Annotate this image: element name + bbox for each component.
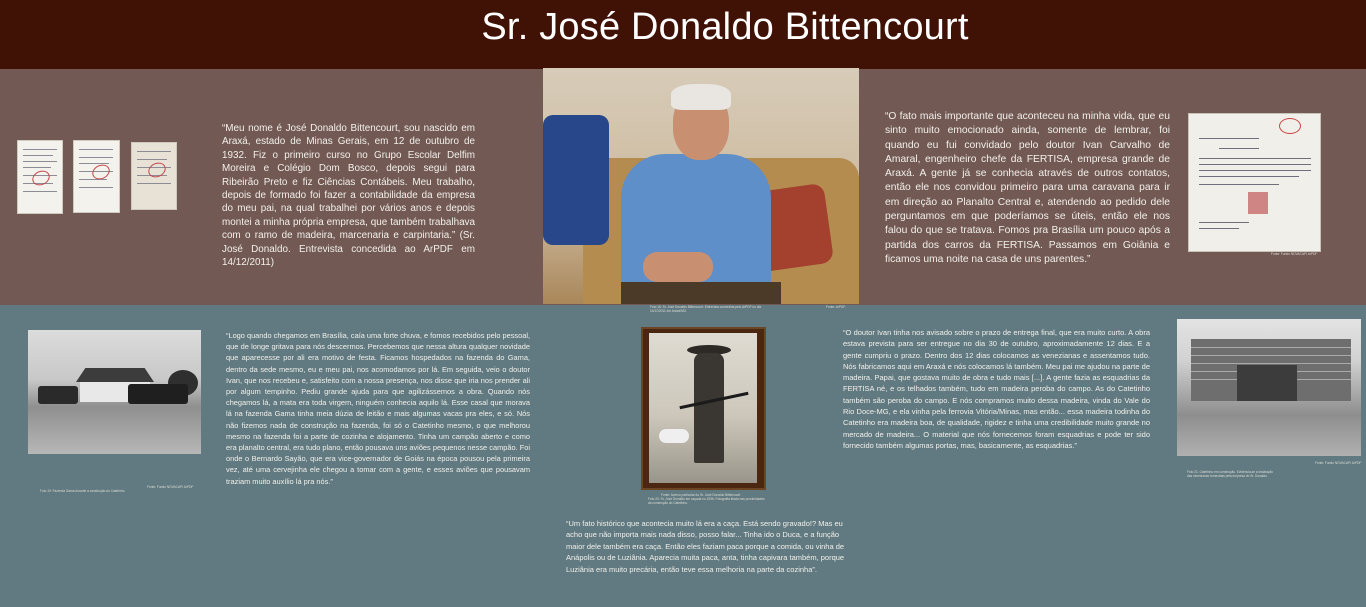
- document-thumbnail-2: [73, 140, 120, 213]
- quote-birth: “Meu nome é José Donaldo Bittencourt, sou nascido em Araxá, estado de Minas Gerais, em 12 de outubro de 1932. Fiz o primeiro curso no Grupo Escolar Delfim Moreira e Colégio Dom Bosco, depois segui para Ribeirão Preto e fiz Ciências Contábeis. Meu trabalho, depois de formado foi fazer a contabilidade da empresa do meu pai, na qual trabalhei por vários anos e depois montei a minha própria empresa, que também trabalhava com o ramo de madeira, marcenaria e carpintaria.” (Sr. José Donaldo. Entrevista concedida ao ArPDF em 14/12/2011): [222, 123, 475, 269]
- document-thumbnail-3: [131, 142, 177, 210]
- portrait-credit: Fonte: ArPDF: [826, 305, 846, 309]
- building-caption: Foto 21: Catetinho em construção. Evidencia-se a instalação das venezianas fornecidas pela empresa do Sr. Donaldo.: [1187, 470, 1273, 478]
- quote-deadline: “O doutor Ivan tinha nos avisado sobre o prazo de entrega final, que era muito curto. A obra estava prevista para ser entregue no dia 30 de outubro, aproximadamente 12 dias. E a gente cumpriu o prazo. Dentro dos 12 dias colocamos as venezianas e assentamos tudo. Nós fabricamos aqui em Araxá e nós colocamos lá também. Meu pai me ajudou na parte de madeira. Papai, que gostava muito de obra e tudo mais [...]. A gente fazia as esquadrias da FERTISA né, e os telhados também, tudo em madeira peroba do campo. As do Catetinho também são peroba do campo. E nós compramos muito dessa madeira, vinda do Vale do Rio Doce-MG, e ela vinha pela ferrovia Vitória/Minas, mas então... essa madeira todinha do Catetinho era madeira boa, de qualidade, rigidez e tinha uma credibilidade muito grande no mercado de madeira... O material que nós fornecemos foram esquadrias e pode ter sido fornecido também algumas portas, mas, basicamente, as esquadrias.”: [843, 328, 1150, 450]
- quote-hunting: “Um fato histórico que acontecia muito lá era a caça. Está sendo gravado!? Mas eu acho que não importa mais nada disso, posso falar... Tinha ido o Duca, e a função maior dele também era caça. Então eles faziam paca porque a comida, ou vinha de Anápolis ou de Luziânia. Aparecia muita paca, anta, tinha capivara também, porque Luziânia era muito precária, então teve essa melhoria na parte da cozinha”.: [566, 519, 845, 574]
- quote-invitation: “O fato mais importante que aconteceu na minha vida, que eu sinto muito emocionado ainda, somente de lembrar, foi quando eu fui convidado pelo doutor Ivan Carvalho de Amaral, engenheiro chefe da FERTISA, empresa grande de Araxá. A gente já se conhecia através de outros contatos, então ele nos convidou primeiro para uma caravana para ir em direção ao Planalto Central e, atendendo ao pedido dele perguntamos em que poderíamos se úteis, então ele nos falou do que se tratava. Fomos pra Brasília um pouco após a partida dos carros da FERTISA. Passamos em Goiânia e ficamos uma noite na casa de uns parentes.”: [885, 111, 1170, 265]
- farm-photo: [28, 330, 201, 454]
- farm-credit: Fonte: Fundo NOVACAP/ ArPDF: [147, 485, 194, 489]
- title-band: [0, 0, 1366, 69]
- portrait-photo: [543, 68, 859, 304]
- hunter-caption: Foto 20: Sr. José Donaldo em caçada no 1956. Fotografia tirada nas proximidades da construção do Catetinho.: [648, 497, 765, 505]
- catetinho-construction-photo: [1177, 319, 1361, 456]
- quote-arrival: “Logo quando chegamos em Brasília, caía uma forte chuva, e fomos recebidos pelo pessoal, que de longe gritava para nós descermos. Percebemos que nessa altura qualquer novidade que aparecesse por ali era motivo de festa. Ficamos hospedados na fazenda do Gama, dentro da sede mesmo, eu e meu pai, nos acomodamos por lá. Em seguida, veio o doutor Ivan, que nos recebeu e, satisfeito com a nossa presença, nos disse que iria nos prender ali por algum tempinho. Pediu grande ajuda para que agilizássemos a obra. Quando nós chegamos lá, a mata era toda virgem, ninguém conhecia aquilo lá. Esse casal que morava lá na fazenda Gama tinha meia dúzia de leitão e mais algumas vacas pra eles, e só. Nós não fizemos nada de construção na fazenda, foi só o Catetinho mesmo, o que melhorou mesmo na fazenda foi a parte de cozinha e alojamento. Tinha um campão aberto e como era planalto central, era tudo plano, então pousava uns aviões pequenos nesse campão. Foi onde o Bernardo Sayão, que era vice-governador de Goiás na época pousou pela primeira vez, até uma cervejinha ele chegou a tomar com a gente, e esses aviões que pousavam traziam muito auxílio lá pra nós.”: [226, 331, 531, 486]
- letter-credit: Fonte: Fundo NOVACAP/ ArPDF: [1271, 252, 1318, 256]
- portrait-caption: Foto 18: Sr. José Donaldo Bittencourt. Entrevista concedida pelo ArPDF no dia 14/12/2011 em Araxá/MG.: [650, 305, 762, 313]
- letter-document: [1188, 113, 1321, 252]
- hunter-caption-source: Fonte: Acervo particular do Sr. José Donaldo Bittencourt: [661, 493, 741, 497]
- page-title: Sr. José Donaldo Bittencourt: [481, 6, 969, 48]
- document-thumbnail-1: [17, 140, 63, 214]
- building-credit: Fonte: Fundo NOVACAP/ ArPDF: [1315, 461, 1362, 465]
- farm-caption: Foto 19: Fazenda Gama durante a construção do Catetinho.: [40, 489, 126, 493]
- hunter-photo: [649, 333, 757, 483]
